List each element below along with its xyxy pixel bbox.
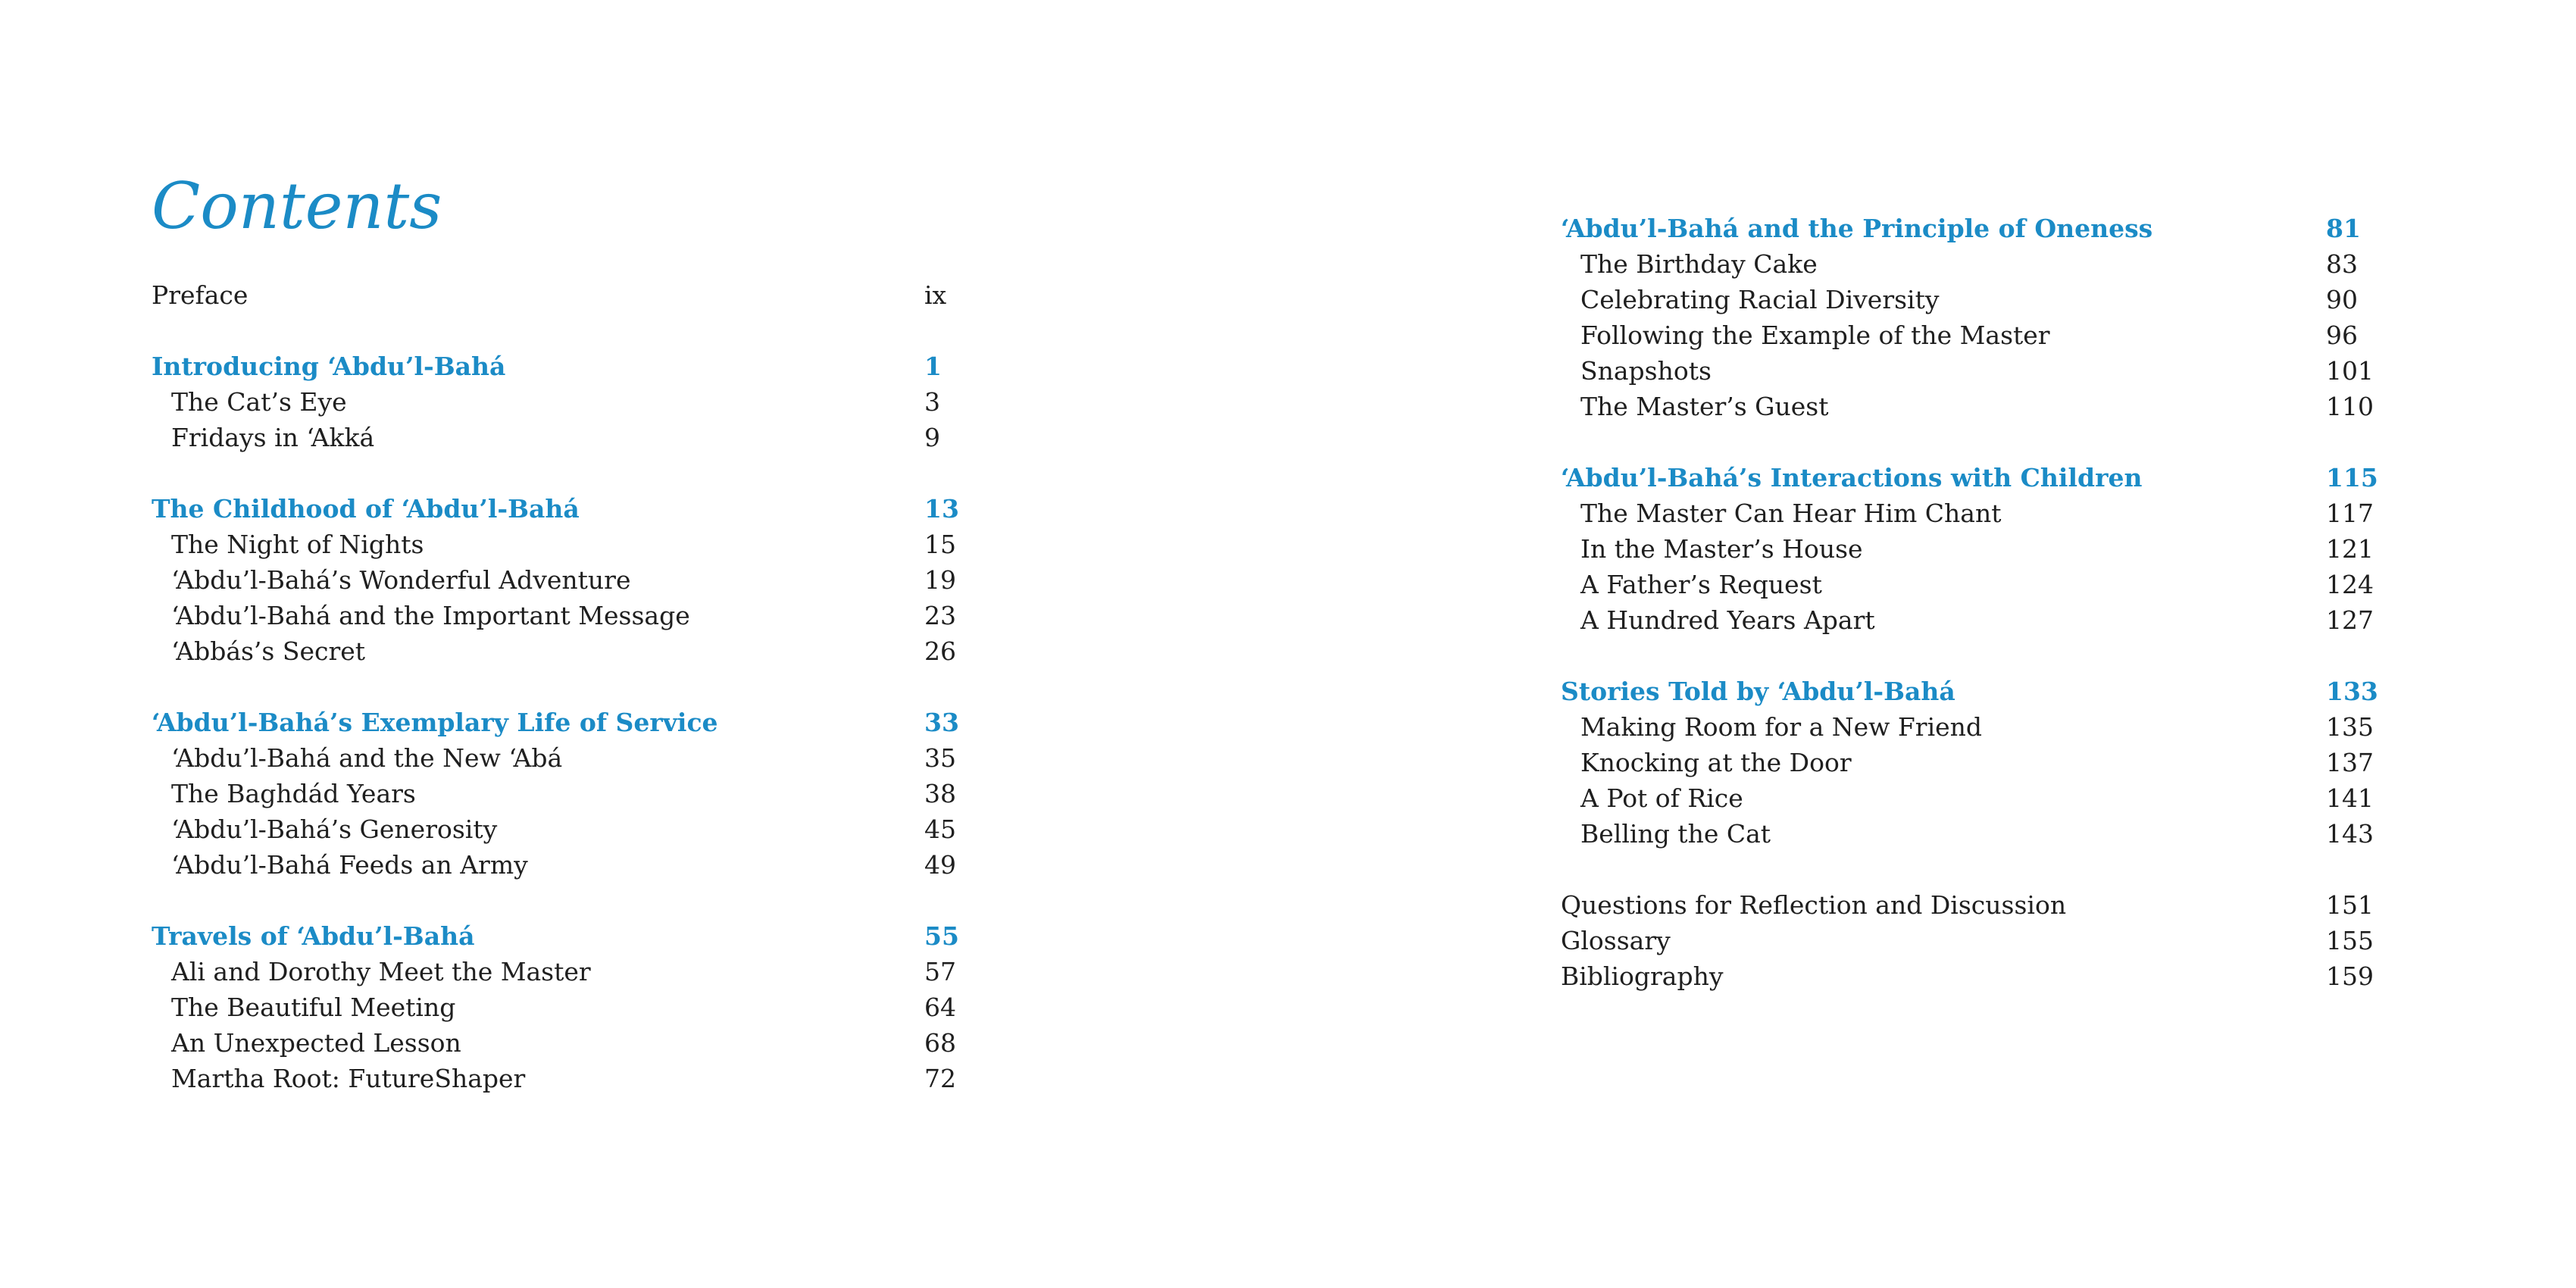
- toc-subentry: [152, 989, 955, 1025]
- entry-title: The Beautiful Meeting: [171, 993, 456, 1022]
- toc-subentry: [152, 740, 955, 776]
- entry-page-number: 72: [924, 1064, 956, 1093]
- entry-page-number: 83: [2326, 249, 2358, 279]
- toc-subentry: [152, 384, 955, 420]
- entry-page-number: 143: [2326, 819, 2374, 849]
- entry-page-number: 81: [2326, 214, 2361, 243]
- entry-page-number: 49: [924, 850, 956, 880]
- entry-title: The Night of Nights: [171, 530, 424, 559]
- toc-chapter-entry: [152, 705, 959, 740]
- entry-title: The Childhood of ‘Abdu’l-Bahá: [152, 494, 580, 524]
- entry-page-number: 64: [924, 993, 956, 1022]
- toc-entry: [152, 277, 955, 313]
- entry-page-number: 38: [924, 779, 956, 808]
- entry-title: The Birthday Cake: [1580, 249, 1818, 279]
- toc-list-right: [1561, 211, 2378, 994]
- entry-title: ‘Abdu’l-Bahá’s Interactions with Children: [1561, 463, 2143, 492]
- entry-page-number: 1: [924, 352, 942, 381]
- toc-subentry: [1561, 317, 2371, 353]
- toc-subentry: [152, 598, 955, 633]
- entry-page-number: 115: [2326, 463, 2378, 492]
- entry-page-number: 151: [2326, 890, 2374, 920]
- left-page: [152, 0, 959, 1288]
- entry-title: ‘Abdu’l-Bahá’s Generosity: [171, 814, 498, 844]
- entry-title: The Master’s Guest: [1580, 392, 1829, 421]
- entry-page-number: 45: [924, 814, 956, 844]
- entry-title: The Cat’s Eye: [171, 387, 347, 417]
- entry-page-number: 141: [2326, 783, 2374, 813]
- toc-chapter-entry: [1561, 211, 2371, 246]
- entry-page-number: 124: [2326, 570, 2374, 599]
- entry-page-number: 159: [2326, 961, 2374, 991]
- entry-title: Stories Told by ‘Abdu’l-Bahá: [1561, 677, 1955, 706]
- toc-subentry: [1561, 709, 2374, 745]
- entry-page-number: 133: [2326, 677, 2378, 706]
- entry-page-number: 13: [924, 494, 959, 524]
- entry-page-number: 127: [2326, 605, 2374, 635]
- entry-page-number: 3: [924, 387, 940, 417]
- toc-subentry: [1561, 389, 2374, 424]
- toc-subentry: [1561, 567, 2374, 602]
- entry-page-number: 117: [2326, 499, 2374, 528]
- entry-page-number: 121: [2326, 534, 2374, 564]
- toc-chapter-entry: [152, 491, 959, 527]
- entry-page-number: 135: [2326, 712, 2374, 742]
- toc-subentry: [152, 954, 955, 989]
- entry-title: Snapshots: [1580, 356, 1712, 386]
- entry-title: An Unexpected Lesson: [171, 1028, 461, 1058]
- toc-entry: [1561, 923, 2374, 958]
- entry-title: Belling the Cat: [1580, 819, 1771, 849]
- toc-entry: [1561, 958, 2374, 994]
- toc-subentry: [1561, 496, 2374, 531]
- toc-subentry: [152, 1061, 955, 1096]
- entry-title: Celebrating Racial Diversity: [1580, 285, 1940, 314]
- toc-subentry: [1561, 282, 2371, 317]
- entry-title: In the Master’s House: [1580, 534, 1863, 564]
- toc-subentry: [152, 633, 955, 669]
- entry-title: Ali and Dorothy Meet the Master: [171, 957, 591, 986]
- entry-title: Preface: [152, 280, 249, 310]
- entry-page-number: 19: [924, 565, 956, 595]
- toc-subentry: [1561, 780, 2374, 816]
- toc-subentry: [1561, 745, 2374, 780]
- entry-title: ‘Abdu’l-Bahá and the Principle of Oneness: [1561, 214, 2153, 243]
- entry-title: Making Room for a New Friend: [1580, 712, 1983, 742]
- toc-subentry: [152, 527, 955, 562]
- toc-chapter-entry: [1561, 460, 2378, 496]
- toc-subentry: [152, 562, 955, 598]
- entry-title: ‘Abdu’l-Bahá’s Exemplary Life of Service: [152, 708, 718, 737]
- entry-title: Following the Example of the Master: [1580, 320, 2050, 350]
- toc-subentry: [1561, 353, 2374, 389]
- right-page: [1561, 0, 2378, 1288]
- entry-page-number: 68: [924, 1028, 956, 1058]
- entry-title: A Father’s Request: [1580, 570, 1822, 599]
- contents-title: Contents: [152, 169, 442, 243]
- entry-page-number: 33: [924, 708, 959, 737]
- entry-title: Introducing ‘Abdu’l-Bahá: [152, 352, 506, 381]
- entry-page-number: 137: [2326, 748, 2374, 777]
- entry-title: Bibliography: [1561, 961, 1724, 991]
- toc-subentry: [1561, 816, 2374, 852]
- entry-title: Martha Root: FutureShaper: [171, 1064, 526, 1093]
- entry-page-number: 9: [924, 423, 940, 452]
- entry-title: ‘Abdu’l-Bahá Feeds an Army: [171, 850, 528, 880]
- entry-page-number: 15: [924, 530, 956, 559]
- entry-page-number: 35: [924, 743, 956, 773]
- toc-subentry: [152, 847, 955, 883]
- toc-chapter-entry: [152, 349, 955, 384]
- toc-subentry: [152, 811, 955, 847]
- toc-subentry: [1561, 531, 2374, 567]
- toc-subentry: [152, 420, 955, 455]
- entry-page-number: 110: [2326, 392, 2374, 421]
- toc-list-left: [152, 277, 959, 1096]
- entry-title: ‘Abdu’l-Bahá’s Wonderful Adventure: [171, 565, 631, 595]
- entry-title: The Master Can Hear Him Chant: [1580, 499, 2002, 528]
- entry-page-number: 57: [924, 957, 956, 986]
- entry-title: Knocking at the Door: [1580, 748, 1852, 777]
- entry-title: A Hundred Years Apart: [1580, 605, 1875, 635]
- entry-title: ‘Abdu’l-Bahá and the Important Message: [171, 601, 690, 630]
- entry-page-number: 26: [924, 636, 956, 666]
- entry-title: Travels of ‘Abdu’l-Bahá: [152, 921, 475, 951]
- entry-page-number: 90: [2326, 285, 2358, 314]
- toc-entry: [1561, 887, 2374, 923]
- toc-chapter-entry: [152, 918, 959, 954]
- entry-title: The Baghdád Years: [171, 779, 416, 808]
- toc-chapter-entry: [1561, 674, 2378, 709]
- entry-page-number: ix: [924, 280, 947, 310]
- entry-page-number: 55: [924, 921, 959, 951]
- entry-title: Fridays in ‘Akká: [171, 423, 375, 452]
- entry-page-number: 96: [2326, 320, 2358, 350]
- toc-subentry: [1561, 602, 2374, 638]
- entry-title: A Pot of Rice: [1580, 783, 1743, 813]
- entry-title: Questions for Reflection and Discussion: [1561, 890, 2067, 920]
- toc-subentry: [152, 1025, 955, 1061]
- toc-subentry: [152, 776, 955, 811]
- toc-subentry: [1561, 246, 2371, 282]
- entry-page-number: 23: [924, 601, 956, 630]
- entry-title: ‘Abdu’l-Bahá and the New ‘Abá: [171, 743, 563, 773]
- entry-page-number: 101: [2326, 356, 2374, 386]
- entry-title: Glossary: [1561, 926, 1671, 955]
- entry-page-number: 155: [2326, 926, 2374, 955]
- entry-title: ‘Abbás’s Secret: [171, 636, 366, 666]
